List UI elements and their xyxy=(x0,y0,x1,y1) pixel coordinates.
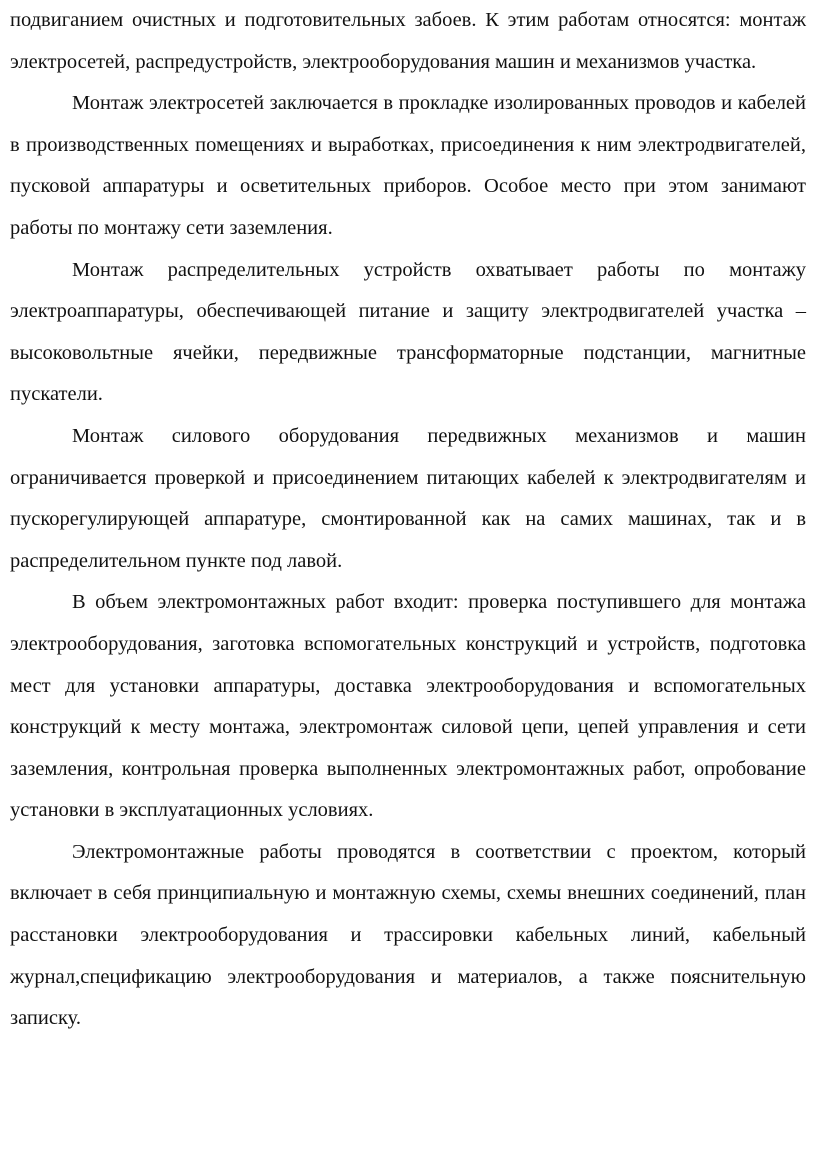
paragraph-distribution-devices: Монтаж распределительных устройств охватывает работы по монтажу электроаппаратуры, обеспечивающей питание и защиту электродвигателей участка – высоковольтные ячейки, передвижные трансформаторные подстанции, магнитные пускатели. xyxy=(10,258,806,406)
paragraph-continuation: подвиганием очистных и подготовительных забоев. К этим работам относятся: монтаж электросетей, распредустройств, электрооборудования машин и механизмов участка. xyxy=(10,9,806,73)
document-page xyxy=(10,0,806,1040)
paragraph-electrical-networks: Монтаж электросетей заключается в прокладке изолированных проводов и кабелей в производственных помещениях и выработках, присоединения к ним электродвигателей, пусковой аппаратуры и осветительных приборов. Особое место при этом занимают работы по монтажу сети заземления. xyxy=(10,92,806,239)
paragraph-project-documentation: Электромонтажные работы проводятся в соответствии с проектом, который включает в себя принципиальную и монтажную схемы, схемы внешних соединений, план расстановки электрооборудования и трассировки кабельных линий, кабельный журнал,спецификацию электрооборудования и материалов, а также пояснительную записку. xyxy=(10,840,806,1030)
paragraph-scope-of-works: В объем электромонтажных работ входит: проверка поступившего для монтажа электрооборудования, заготовка вспомогательных конструкций и устройств, подготовка мест для установки аппаратуры, доставка электрооборудования и вспомогательных конструкций к месту монтажа, электромонтаж силовой цепи, цепей управления и сети заземления, контрольная проверка выполненных электромонтажных работ, опробование установки в эксплуатационных условиях. xyxy=(10,591,806,822)
paragraph-power-equipment: Монтаж силового оборудования передвижных механизмов и машин ограничивается проверкой и присоединением питающих кабелей к электродвигателям и пускорегулирующей аппаратуре, смонтированной как на самих машинах, так и в распределительном пункте под лавой. xyxy=(10,424,806,572)
